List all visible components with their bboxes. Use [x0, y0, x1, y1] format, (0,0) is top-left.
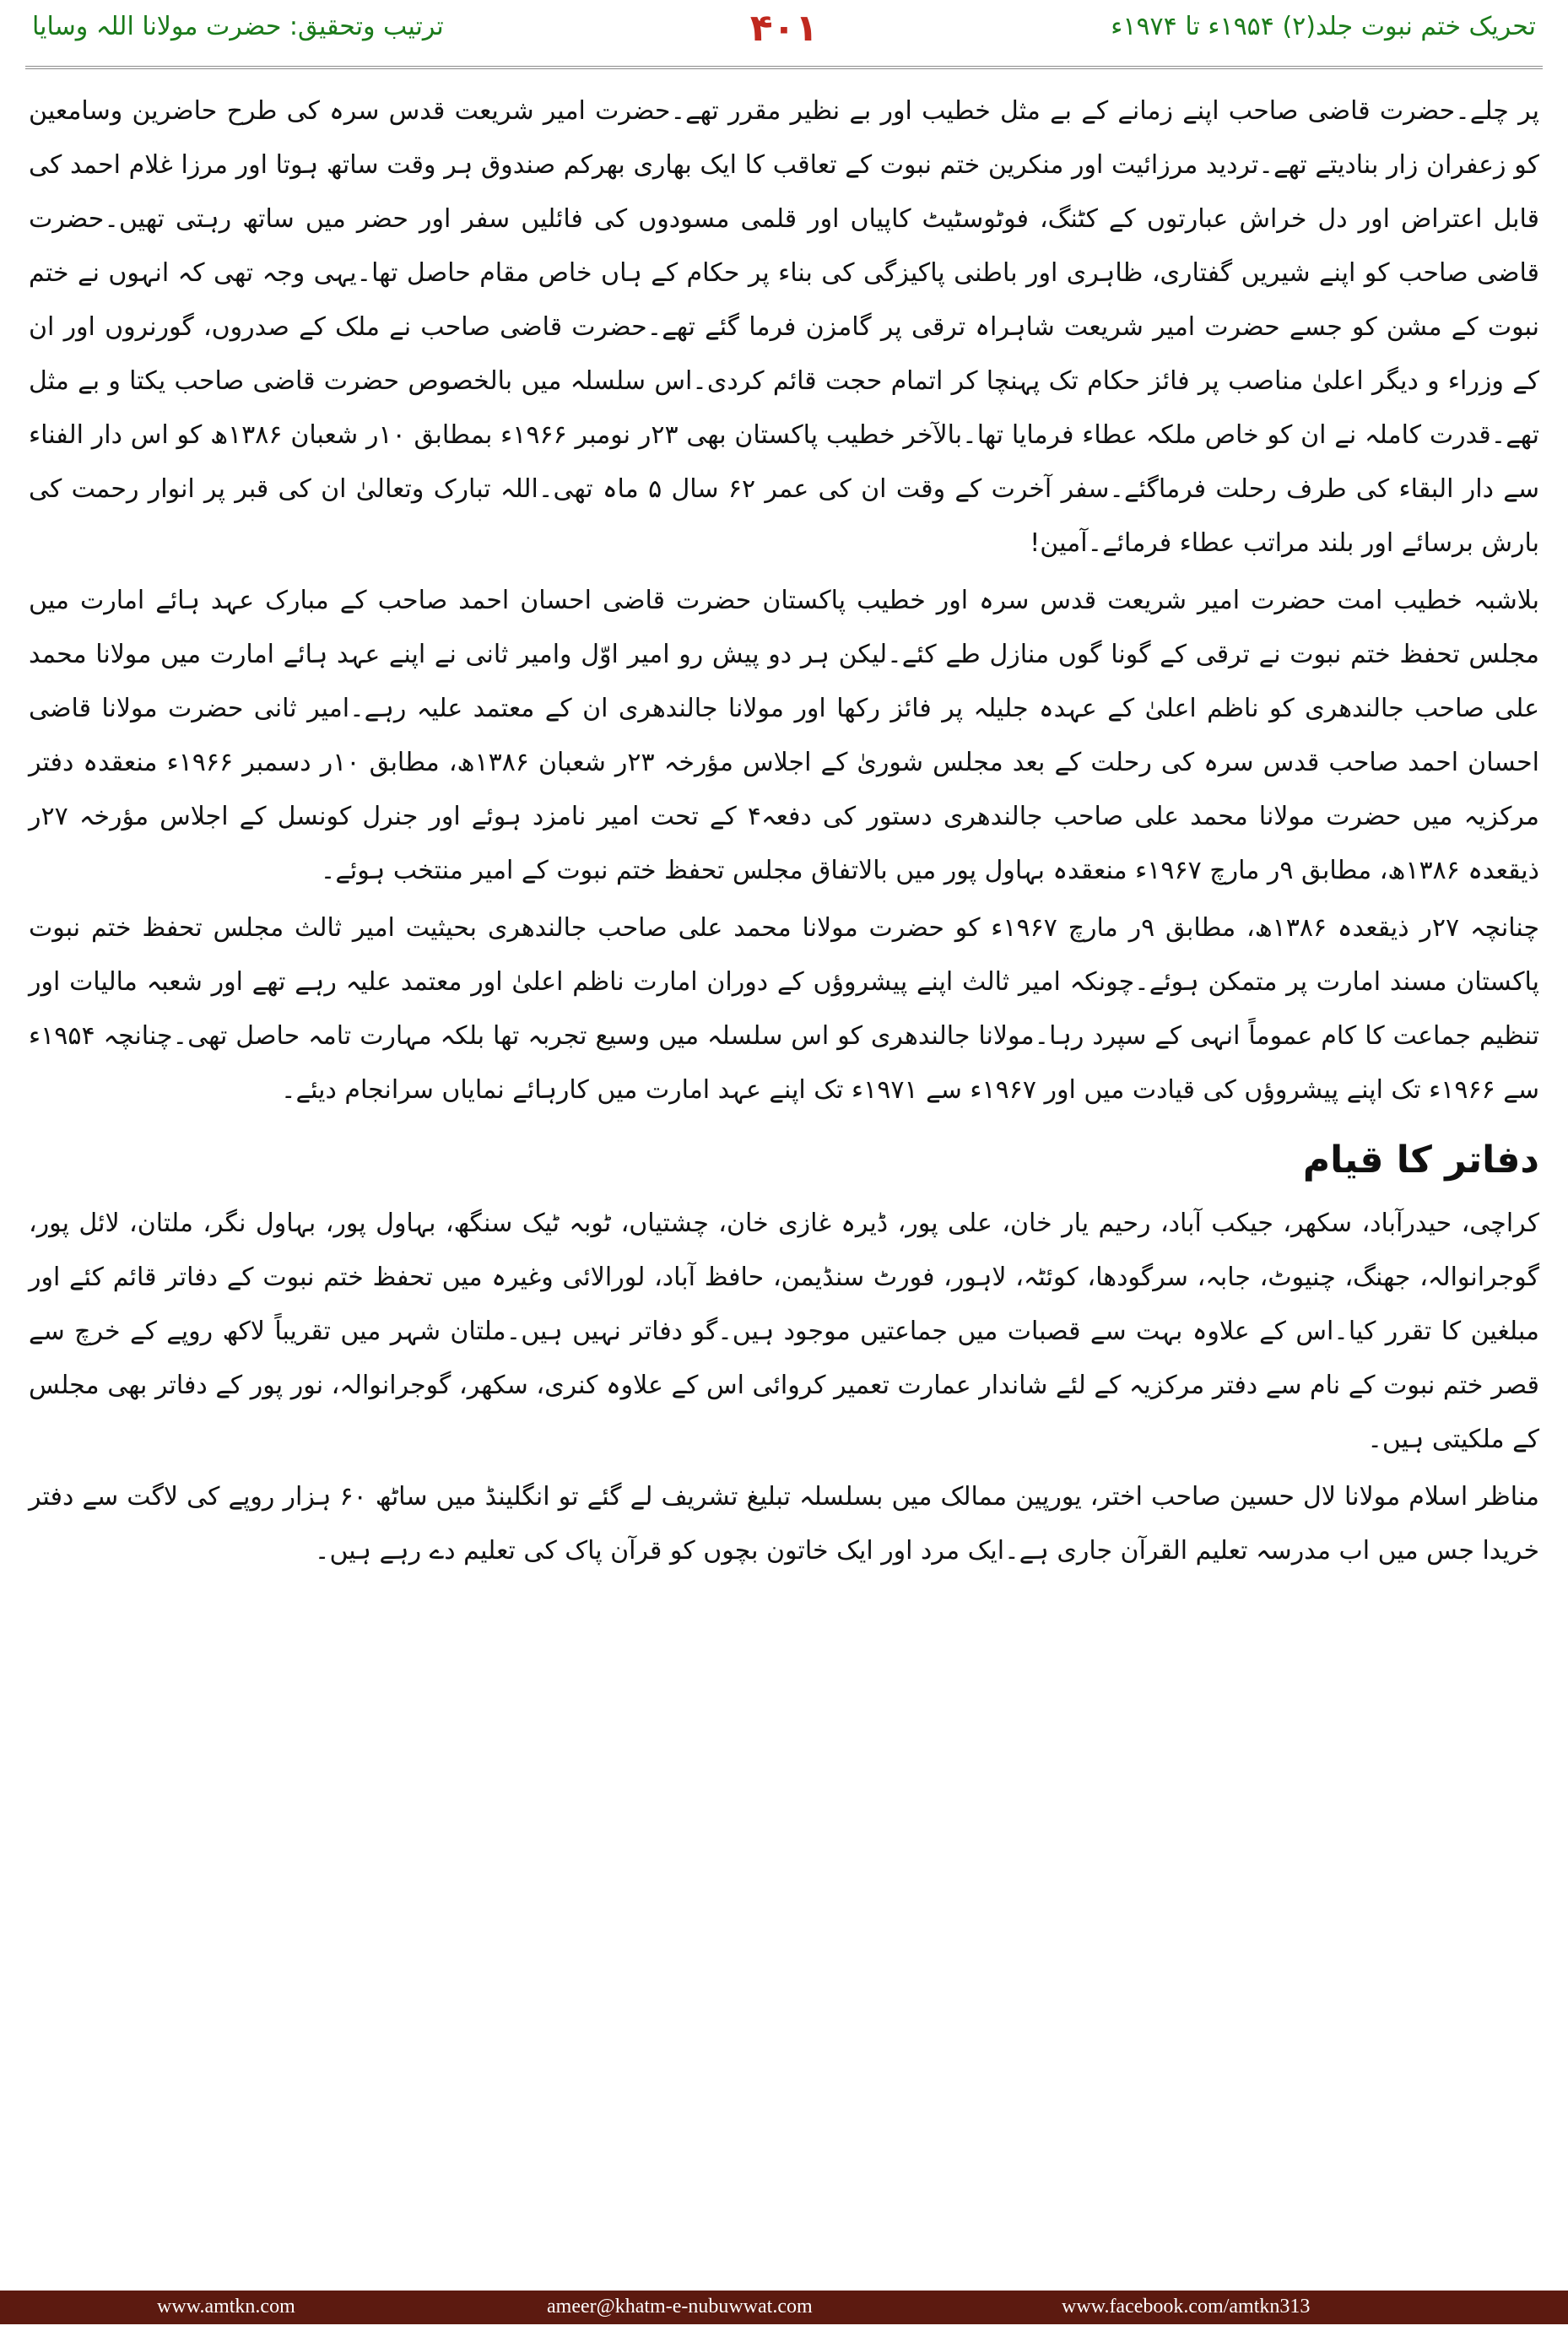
- section-paragraph-2: مناظر اسلام مولانا لال حسین صاحب اختر، یورپین ممالک میں بسلسلہ تبلیغ تشریف لے گئے تو انگلینڈ میں ساٹھ ۶۰ ہزار روپے کی لاگت سے دفتر خریدا جس میں اب مدرسہ تعلیم القرآن جاری ہے۔ایک مرد اور ایک خاتون بچوں کو قرآن پاک کی تعلیم دے رہے ہیں۔: [29, 1482, 1539, 1566]
- header-book-title: تحریک ختم نبوت جلد(۲) ۱۹۵۴ء تا ۱۹۷۴ء: [1111, 12, 1536, 41]
- paragraph-1: پر چلے۔حضرت قاضی صاحب اپنے زمانے کے بے مثل خطیب اور بے نظیر مقرر تھے۔حضرت امیر شریعت قدس سرہ کی طرح حاضرین وسامعین کو زعفران زار بنادیتے تھے۔تردید مرزائیت اور منکرین ختم نبوت کے تعاقب کا ایک بھاری بھرکم صندوق ہر وقت ساتھ ہوتا اور مرزا غلام احمد کی قابل اعتراض اور دل خراش عبارتوں کے کٹنگ، فوٹوسٹیٹ کاپیاں اور قلمی مسودوں کی فائلیں سفر اور حضر میں ساتھ رہتی تھیں۔حضرت قاضی صاحب کو اپنے شیریں گفتاری، ظاہری اور باطنی پاکیزگی کی بناء پر حکام کے ہاں خاص مقام حاصل تھا۔یہی وجہ تھی کہ انہوں نے ختم نبوت کے مشن کو جسے حضرت امیر شریعت شاہراہ ترقی پر گامزن فرما گئے تھے۔حضرت قاضی صاحب نے ملک کے صدروں، گورنروں اور ان کے وزراء و دیگر اعلیٰ مناصب پر فائز حکام تک پہنچا کر اتمام حجت قائم کردی۔اس سلسلہ میں بالخصوص حضرت قاضی صاحب یکتا و بے مثل تھے۔قدرت کاملہ نے ان کو خاص ملکہ عطاء فرمایا تھا۔بالآخر خطیب پاکستان بھی ۲۳ر نومبر ۱۹۶۶ء بمطابق ۱۰ر شعبان ۱۳۸۶ھ کو اس دار الفناء سے دار البقاء کی طرف رحلت فرماگئے۔سفر آخرت کے وقت ان کی عمر ۶۲ سال ۵ ماہ تھی۔اللہ تبارک وتعالیٰ ان کی قبر پر انوار رحمت کی بارش برسائے اور بلند مراتب عطاء فرمائے۔آمین!: [29, 96, 1539, 558]
- page-footer: [0, 2291, 1568, 2324]
- page-body: [29, 84, 1539, 2270]
- footer-facebook-link[interactable]: www.facebook.com/amtkn313: [1062, 2296, 1311, 2318]
- section-heading: دفاتر کا قیام: [1302, 1139, 1539, 1182]
- paragraph-2: بلاشبہ خطیب امت حضرت امیر شریعت قدس سرہ اور خطیب پاکستان حضرت قاضی احسان احمد صاحب کے مبارک عہد ہائے امارت میں مجلس تحفظ ختم نبوت نے ترقی کے گونا گوں منازل طے کئے۔لیکن ہر دو پیش رو امیر اوّل وامیر ثانی نے اپنے عہد ہائے امارت میں مولانا محمد علی صاحب جالندھری کو ناظم اعلیٰ کے عہدہ جلیلہ پر فائز رکھا اور مولانا جالندھری ان کے معتمد علیہ رہے۔امیر ثانی حضرت مولانا قاضی احسان احمد صاحب قدس سرہ کی رحلت کے بعد مجلس شوریٰ کے اجلاس مؤرخہ ۲۳ر شعبان ۱۳۸۶ھ، مطابق ۱۰ر دسمبر ۱۹۶۶ء منعقدہ دفتر مرکزیہ میں حضرت مولانا محمد علی صاحب جالندھری دستور کی دفعہ۴ کے تحت امیر نامزد ہوئے اور جنرل کونسل کے اجلاس مؤرخہ ۲۷ر ذیقعدہ ۱۳۸۶ھ، مطابق ۹ر مارچ ۱۹۶۷ء منعقدہ بہاول پور میں بالاتفاق مجلس تحفظ ختم نبوت کے امیر منتخب ہوئے۔: [29, 586, 1539, 885]
- header-compiler: ترتیب وتحقیق: حضرت مولانا اللہ وسایا: [32, 12, 444, 41]
- paragraph-3: چنانچہ ۲۷ر ذیقعدہ ۱۳۸۶ھ، مطابق ۹ر مارچ ۱۹۶۷ء کو حضرت مولانا محمد علی صاحب جالندھری بحیثیت امیر ثالث مجلس تحفظ ختم نبوت پاکستان مسند امارت پر متمکن ہوئے۔چونکہ امیر ثالث اپنے پیشروؤں کے دوران امارت ناظم اعلیٰ اور معتمد علیہ رہے تھے اور شعبہ مالیات اور تنظیم جماعت کا کام عموماً انہی کے سپرد رہا۔مولانا جالندھری کو اس سلسلہ میں وسیع تجربہ تھا بلکہ مہارت تامہ حاصل تھی۔چنانچہ ۱۹۵۴ء سے ۱۹۶۶ء تک اپنے پیشروؤں کی قیادت میں اور ۱۹۶۷ء سے ۱۹۷۱ء تک اپنے عہد امارت میں کارہائے نمایاں سرانجام دیئے۔: [29, 913, 1539, 1105]
- header-divider: [25, 66, 1543, 69]
- page-header: [0, 0, 1568, 66]
- section-paragraph-1: کراچی، حیدرآباد، سکھر، جیکب آباد، رحیم یار خان، علی پور، ڈیرہ غازی خان، چشتیاں، ٹوبہ ٹیک سنگھ، بہاول پور، بہاول نگر، ملتان، لائل پور، گوجرانوالہ، جھنگ، چنیوٹ، جابہ، سرگودھا، کوئٹہ، لاہور، فورٹ سنڈیمن، حافظ آباد، لورالائی وغیرہ میں تحفظ ختم نبوت کے دفاتر قائم کئے اور مبلغین کا تقرر کیا۔اس کے علاوہ بہت سے قصبات میں جماعتیں موجود ہیں۔گو دفاتر نہیں ہیں۔ملتان شہر میں تقریباً لاکھ روپے کے خرچ سے قصر ختم نبوت کے نام سے دفتر مرکزیہ کے لئے شاندار عمارت تعمیر کروائی اس کے علاوہ کنری، سکھر، گوجرانوالہ، نور پور کے دفاتر بھی مجلس کے ملکیتی ہیں۔: [29, 1209, 1539, 1454]
- page-number: ۴۰۱: [749, 7, 819, 50]
- footer-website-link[interactable]: www.amtkn.com: [157, 2296, 295, 2318]
- footer-email-link[interactable]: ameer@khatm-e-nubuwwat.com: [547, 2296, 813, 2318]
